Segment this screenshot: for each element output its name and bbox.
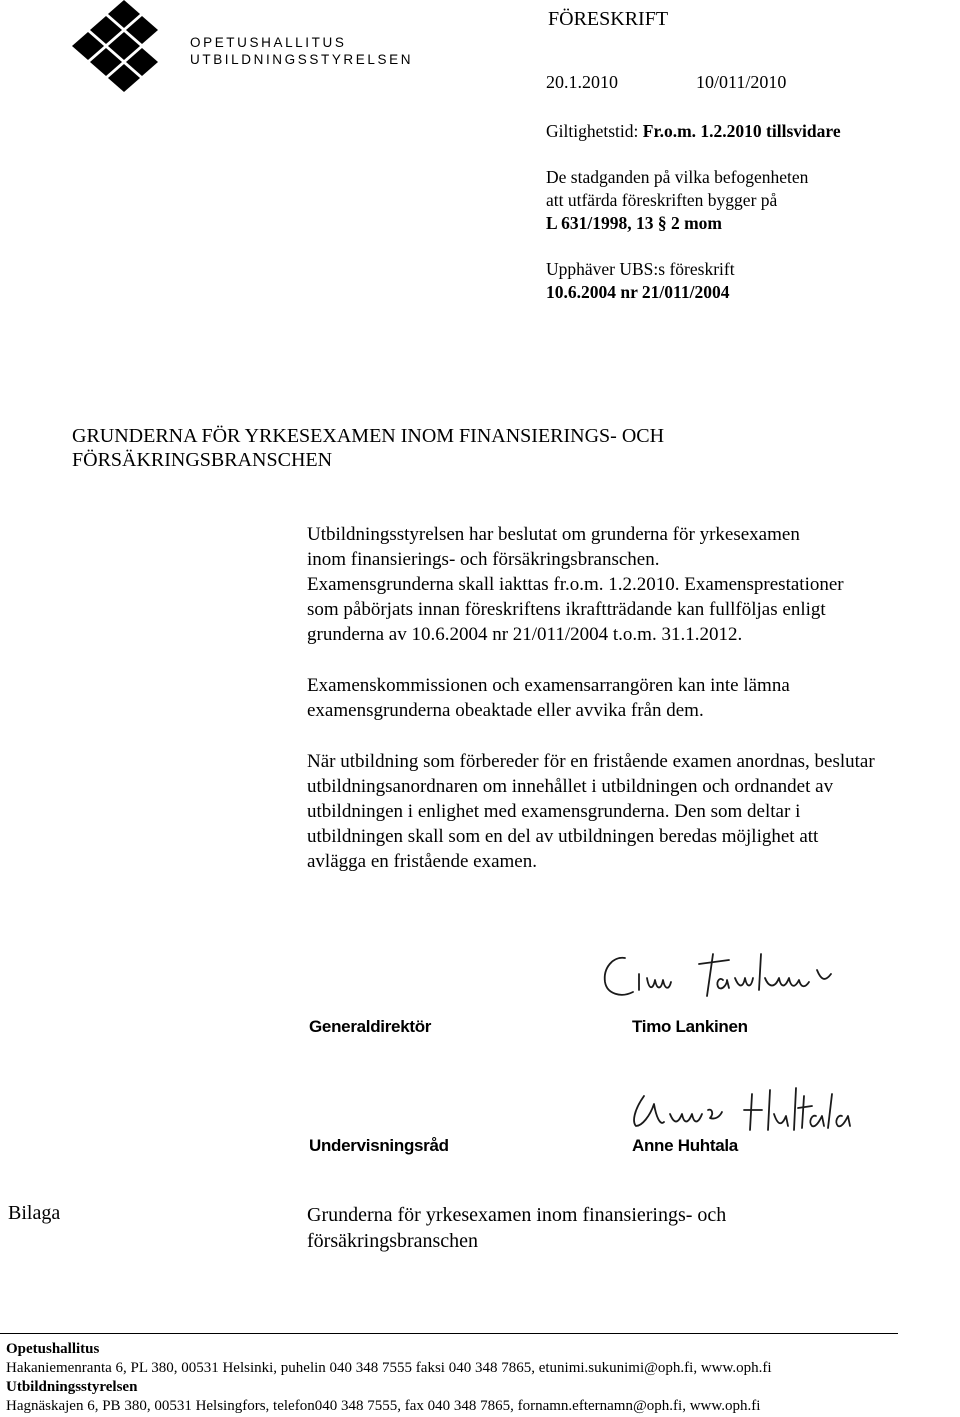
title-line: GRUNDERNA FÖR YRKESEXAMEN INOM FINANSIERINGS- OCH [72,425,665,447]
body-paragraph-decision [307,522,844,647]
attachment-title [307,1202,726,1254]
authority-line: att utfärda föreskriften bygger på [546,190,778,210]
footer-org-name-swedish: Utbildningsstyrelsen [6,1379,138,1395]
body-line: Examenskommissionen och examensarrangören kan inte lämna [307,675,790,696]
logo-text-block [190,34,413,68]
attachment-title-line: Grunderna för yrkesexamen inom finansierings- och [307,1204,727,1226]
validity-value: Fr.o.m. 1.2.2010 tillsvidare [642,121,841,141]
repeals-line: Upphäver UBS:s föreskrift [546,259,735,279]
repeals-block [546,258,735,304]
body-line: utbildningen i enlighet med examensgrunderna. Den som deltar i [307,801,801,822]
body-line: Utbildningsstyrelsen har beslutat om grunderna för yrkesexamen [307,524,800,545]
body-line: avlägga en fristående examen. [307,851,537,872]
footer-org-name-finnish: Opetushallitus [6,1341,100,1357]
footer-contact-block [6,1340,956,1416]
attachment-title-line: försäkringsbranschen [307,1230,479,1252]
validity-label: Giltighetstid: [546,121,639,141]
body-line: Examensgrunderna skall iakttas fr.o.m. 1.2.2010. Examensprestationer [307,574,844,595]
body-line: examensgrunderna obeaktade eller avvika från dem. [307,700,704,721]
body-line: som påbörjats innan föreskriftens ikraftträdande kan fullföljas enligt [307,599,826,620]
body-line: grunderna av 10.6.2004 nr 21/011/2004 t.o.m. 31.1.2012. [307,624,743,645]
body-paragraph-training [307,749,875,874]
footer-address-finnish: Hakaniemenranta 6, PL 380, 00531 Helsinki, puhelin 040 348 7555 faksi 040 348 7865, etunimi.sukunimi@oph.fi, www.oph.fi [6,1360,772,1376]
signatory-title-generaldirektor: Generaldirektör [309,1017,432,1036]
authority-block [546,166,808,235]
signatory-name-timo-lankinen: Timo Lankinen [632,1017,748,1036]
document-date: 20.1.2010 [546,72,618,92]
attachment-label: Bilaga [8,1202,61,1224]
signature-timo-lankinen [595,940,855,1010]
body-paragraph-commission [307,673,790,723]
body-line: utbildningsanordnaren om innehållet i utbildningen och ordnandet av [307,776,834,797]
footer-address-swedish: Hagnäskajen 6, PB 380, 00531 Helsingfors, telefon040 348 7555, fax 040 348 7865, fornamn.efternamn@oph.fi, www.oph.fi [6,1398,761,1414]
logo-line-finnish: OPETUSHALLITUS [190,35,347,50]
document-title [72,424,664,472]
authority-line: De stadganden på vilka befogenheten [546,167,809,187]
body-line: utbildningen skall som en del av utbildningen beredas möjlighet att [307,826,819,847]
title-line: FÖRSÄKRINGSBRANSCHEN [72,449,333,471]
body-line: inom finansierings- och försäkringsbranschen. [307,549,660,570]
signature-anne-huhtala [620,1080,870,1140]
opetushallitus-logo [70,0,162,92]
repeals-reference: 10.6.2004 nr 21/011/2004 [546,282,730,302]
body-line: När utbildning som förbereder för en fristående examen anordnas, beslutar [307,751,875,772]
signatory-title-undervisningsrad: Undervisningsråd [309,1136,449,1155]
validity-line [546,120,841,143]
document-type: FÖRESKRIFT [548,8,669,30]
document-reference-number: 10/011/2010 [696,72,787,92]
logo-line-swedish: UTBILDNINGSSTYRELSEN [190,52,414,67]
signatory-name-anne-huhtala: Anne Huhtala [632,1136,738,1155]
footer-divider [0,1333,898,1334]
authority-law-reference: L 631/1998, 13 § 2 mom [546,213,722,233]
